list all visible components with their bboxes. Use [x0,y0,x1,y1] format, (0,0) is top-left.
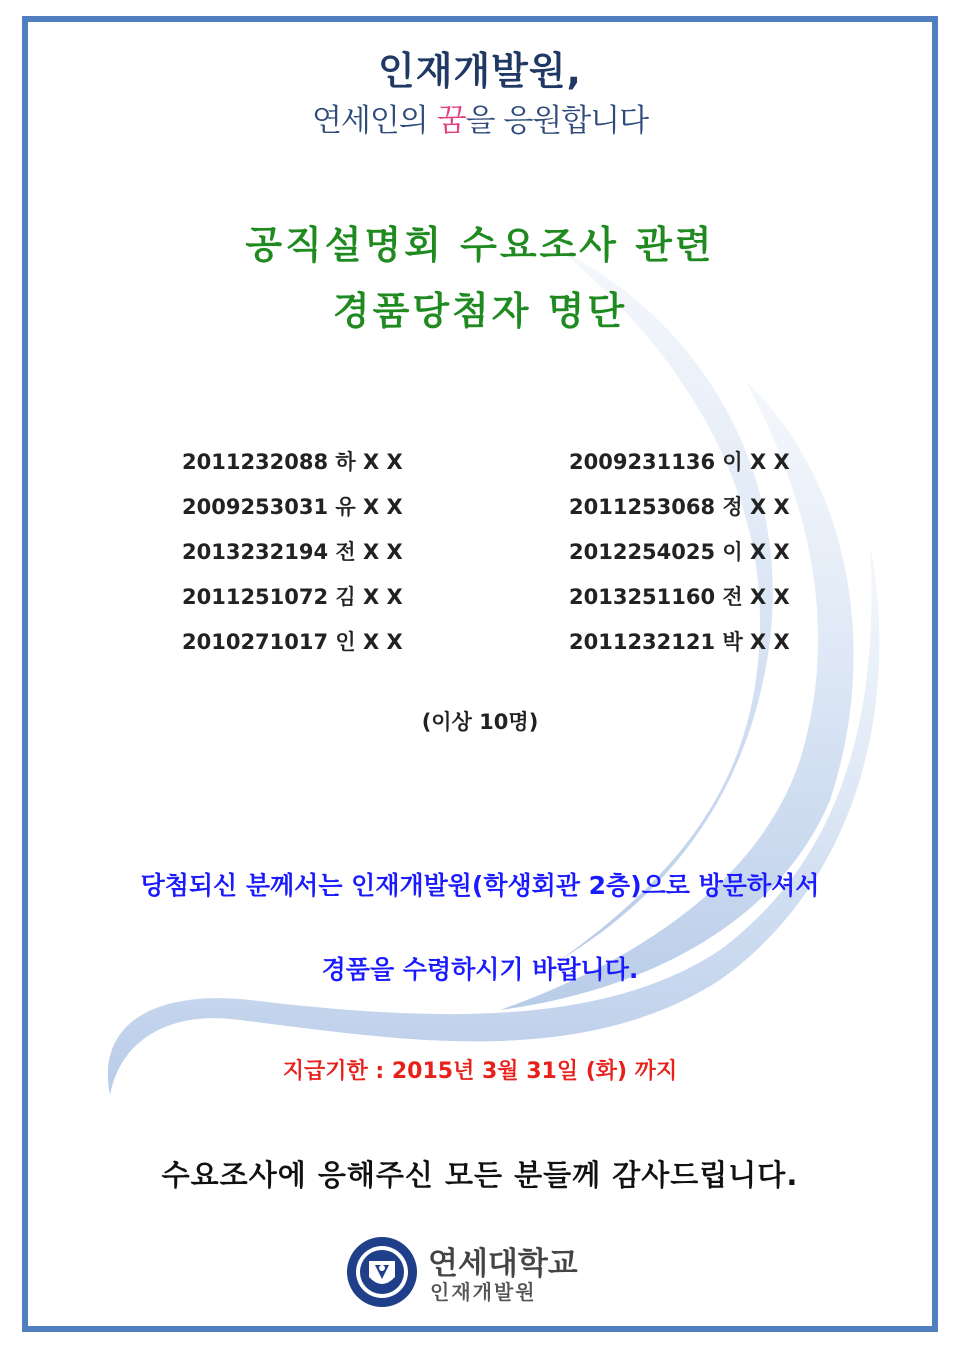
deadline-text: 지급기한 : 2015년 3월 31일 (화) 까지 [282,1059,678,1084]
winner-entry: 2011232088 하 X X [182,450,403,474]
slogan-highlight: 꿈 [436,103,466,139]
winner-entry: 2013232194 전 X X [182,540,403,564]
header-main: 인재개발원, [378,49,582,93]
slogan-text-before: 연세인의 [311,103,437,139]
logo-university-name: 연세대학교 [428,1246,578,1282]
logo-department-name: 인재개발원 [430,1280,537,1304]
winner-entry: 2013251160 전 X X [569,585,790,609]
winner-entry: 2011253068 정 X X [569,495,790,519]
thanks-message: 수요조사에 응해주신 모든 분들께 감사드립니다. [161,1158,799,1192]
winner-entry: 2009231136 이 X X [569,450,790,474]
winner-entry: 2012254025 이 X X [569,540,790,564]
winner-entry: 2010271017 인 X X [182,630,403,654]
winner-list-right [569,448,790,673]
title-line-1: 공직설명회 수요조사 관련 [245,223,715,267]
winner-entry: 2009253031 유 X X [182,495,403,519]
winner-count: (이상 10명) [421,710,539,734]
notice-line-2: 경품을 수령하시기 바랍니다. [321,955,639,984]
slogan-text-after: 을 응원합니다 [465,103,649,139]
title-line-2: 경품당첨자 명단 [332,289,628,333]
notice-line-1: 당첨되신 분께서는 인재개발원(학생회관 2층)으로 방문하셔서 [140,871,820,900]
university-seal-icon [345,1235,419,1309]
winner-entry: 2011232121 박 X X [569,630,790,654]
winner-entry: 2011251072 김 X X [182,585,403,609]
winner-list-left [182,448,403,673]
header-slogan [0,95,960,140]
